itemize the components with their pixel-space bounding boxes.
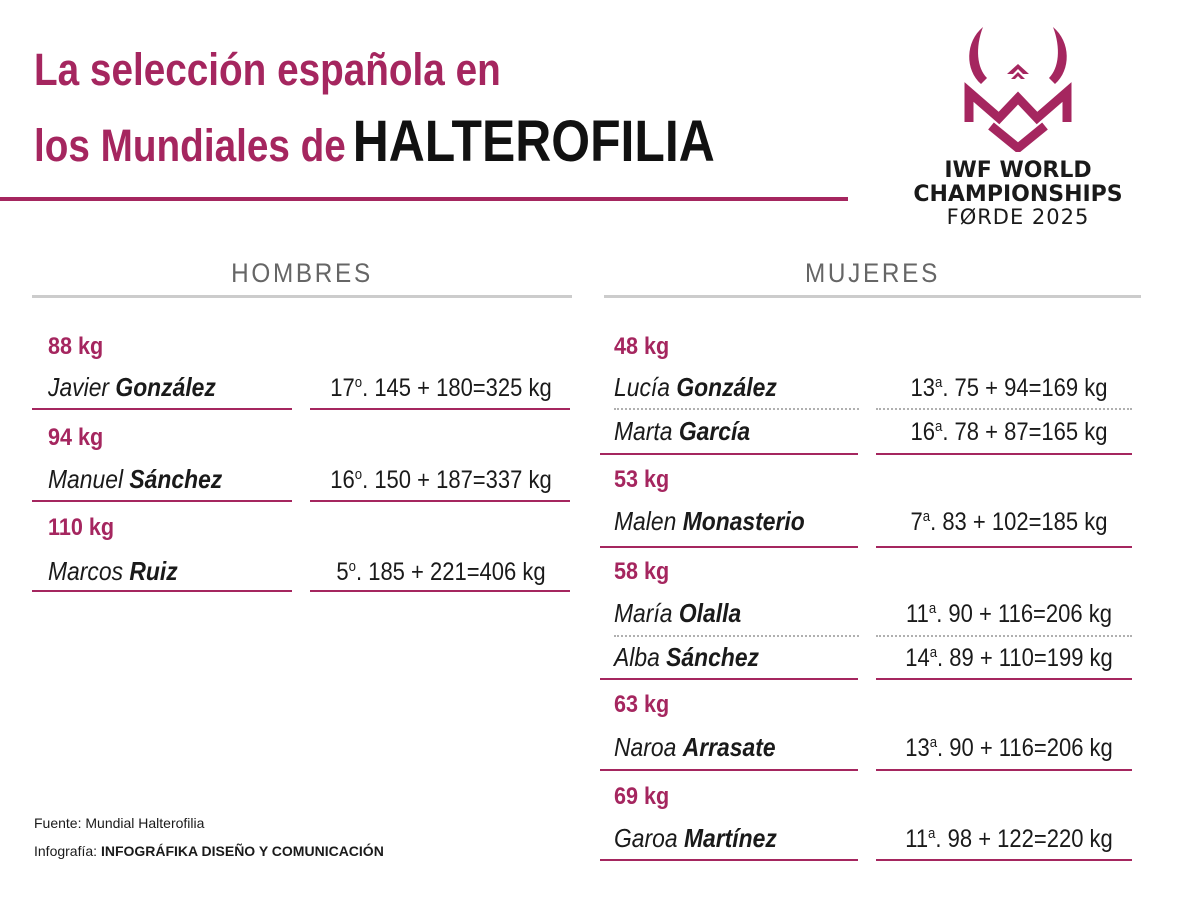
row-divider bbox=[32, 590, 292, 592]
result-ordinal: a bbox=[928, 825, 936, 842]
row-dotted-divider bbox=[876, 408, 1132, 410]
row-divider bbox=[600, 678, 858, 680]
result-ordinal: a bbox=[929, 734, 938, 751]
athlete-first-name: Javier bbox=[48, 372, 110, 402]
row-divider bbox=[310, 500, 570, 502]
weight-category: 63 kg bbox=[614, 691, 670, 718]
result-place: 11 bbox=[905, 825, 929, 853]
result-place: 11 bbox=[906, 600, 929, 628]
athlete-first-name: Lucía bbox=[614, 372, 670, 402]
athlete-first-name: Garoa bbox=[614, 823, 678, 853]
result-lifts: . 145 + 180=325 kg bbox=[362, 374, 552, 402]
row-divider bbox=[876, 546, 1132, 548]
logo-title-line-2: CHAMPIONSHIPS bbox=[913, 182, 1123, 207]
weight-category: 110 kg bbox=[48, 514, 115, 541]
athlete-first-name: Malen bbox=[614, 506, 677, 536]
athlete-name bbox=[614, 823, 777, 854]
athlete-last-name: González bbox=[676, 372, 777, 402]
source-note: Fuente: Mundial Halterofilia bbox=[34, 815, 205, 831]
athlete-name bbox=[614, 732, 776, 763]
athlete-last-name: Sánchez bbox=[666, 642, 760, 672]
row-divider bbox=[876, 678, 1132, 680]
result-place: 7 bbox=[910, 508, 923, 536]
row-divider bbox=[600, 859, 858, 861]
athlete-last-name: Martínez bbox=[683, 823, 777, 853]
result-ordinal: a bbox=[928, 600, 937, 617]
weight-category: 69 kg bbox=[614, 783, 670, 810]
athlete-last-name: Monasterio bbox=[682, 506, 805, 536]
result-lifts: . 150 + 187=337 kg bbox=[362, 466, 552, 494]
athlete-result bbox=[892, 508, 1126, 537]
result-lifts: . 90 + 116=206 kg bbox=[936, 600, 1112, 628]
athlete-name bbox=[614, 372, 777, 403]
result-lifts: . 98 + 122=220 kg bbox=[935, 825, 1113, 853]
athlete-last-name: Olalla bbox=[678, 598, 742, 628]
row-dotted-divider bbox=[876, 635, 1132, 637]
logo-title-line-3: FØRDE 2025 bbox=[946, 205, 1090, 229]
athlete-first-name: Alba bbox=[614, 642, 660, 672]
result-lifts: . 185 + 221=406 kg bbox=[355, 558, 546, 586]
horned-helmet-monogram-icon bbox=[955, 22, 1081, 152]
athlete-result bbox=[892, 734, 1126, 763]
result-lifts: . 78 + 87=165 kg bbox=[942, 418, 1108, 446]
result-ordinal: a bbox=[929, 644, 938, 661]
page-title-highlight: HALTEROFILIA bbox=[352, 109, 715, 174]
athlete-result bbox=[326, 558, 557, 587]
athlete-first-name: Marta bbox=[614, 416, 673, 446]
result-lifts: . 89 + 110=199 kg bbox=[937, 644, 1113, 672]
men-section-divider bbox=[32, 295, 572, 298]
athlete-name bbox=[48, 556, 178, 587]
men-section-heading: HOMBRES bbox=[231, 258, 373, 288]
result-ordinal: o bbox=[348, 558, 356, 575]
credit-note bbox=[34, 843, 384, 859]
row-divider bbox=[310, 590, 570, 592]
row-divider bbox=[600, 546, 858, 548]
athlete-name bbox=[614, 416, 750, 447]
athlete-last-name: Ruiz bbox=[129, 556, 178, 586]
athlete-result bbox=[326, 374, 557, 403]
athlete-last-name: García bbox=[678, 416, 751, 446]
result-ordinal: a bbox=[934, 418, 943, 435]
weight-category: 58 kg bbox=[614, 558, 670, 585]
athlete-name bbox=[614, 598, 741, 629]
athlete-result bbox=[892, 374, 1126, 403]
page-title-prefix: los Mundiales de bbox=[34, 120, 346, 171]
weight-category: 88 kg bbox=[48, 333, 104, 360]
athlete-name bbox=[48, 464, 222, 495]
athlete-first-name: Marcos bbox=[48, 556, 124, 586]
athlete-result bbox=[892, 418, 1126, 447]
row-divider bbox=[32, 500, 292, 502]
result-place: 14 bbox=[905, 644, 930, 672]
row-divider bbox=[32, 408, 292, 410]
row-divider bbox=[876, 453, 1132, 455]
athlete-last-name: González bbox=[115, 372, 216, 402]
athlete-result bbox=[892, 644, 1126, 673]
credit-name: INFOGRÁFIKA DISEÑO Y COMUNICACIÓN bbox=[100, 843, 384, 859]
athlete-name bbox=[48, 372, 216, 403]
result-ordinal: o bbox=[354, 374, 363, 391]
women-section-divider bbox=[604, 295, 1141, 298]
result-place: 16 bbox=[330, 466, 355, 494]
page-title-line-2 bbox=[34, 108, 715, 175]
athlete-first-name: Manuel bbox=[48, 464, 124, 494]
athlete-result bbox=[892, 825, 1126, 854]
page-title-line-1: La selección española en bbox=[34, 44, 501, 95]
result-place: 13 bbox=[910, 374, 935, 402]
result-ordinal: a bbox=[922, 508, 931, 525]
logo-title-line-1: IWF WORLD bbox=[944, 158, 1092, 183]
result-ordinal: o bbox=[354, 466, 363, 483]
row-dotted-divider bbox=[614, 408, 859, 410]
athlete-name bbox=[614, 642, 759, 673]
athlete-result bbox=[892, 600, 1126, 629]
result-lifts: . 75 + 94=169 kg bbox=[942, 374, 1108, 402]
weight-category: 94 kg bbox=[48, 424, 104, 451]
result-lifts: . 83 + 102=185 kg bbox=[930, 508, 1108, 536]
result-place: 16 bbox=[910, 418, 935, 446]
row-divider bbox=[600, 453, 858, 455]
row-divider bbox=[310, 408, 570, 410]
championship-logo bbox=[893, 22, 1143, 237]
weight-category: 53 kg bbox=[614, 466, 670, 493]
row-divider bbox=[876, 859, 1132, 861]
credit-label: Infografía: bbox=[34, 843, 98, 859]
weight-category: 48 kg bbox=[614, 333, 670, 360]
title-divider bbox=[0, 197, 848, 201]
athlete-result bbox=[326, 466, 557, 495]
result-place: 17 bbox=[330, 374, 355, 402]
row-divider bbox=[600, 769, 858, 771]
result-lifts: . 90 + 116=206 kg bbox=[937, 734, 1113, 762]
athlete-name bbox=[614, 506, 805, 537]
result-place: 5 bbox=[336, 558, 349, 586]
athlete-last-name: Sánchez bbox=[129, 464, 223, 494]
result-place: 13 bbox=[905, 734, 930, 762]
athlete-first-name: Naroa bbox=[614, 732, 677, 762]
athlete-last-name: Arrasate bbox=[682, 732, 776, 762]
women-section-heading: MUJERES bbox=[804, 258, 940, 288]
row-dotted-divider bbox=[614, 635, 859, 637]
athlete-first-name: María bbox=[614, 598, 673, 628]
result-ordinal: a bbox=[934, 374, 943, 391]
row-divider bbox=[876, 769, 1132, 771]
